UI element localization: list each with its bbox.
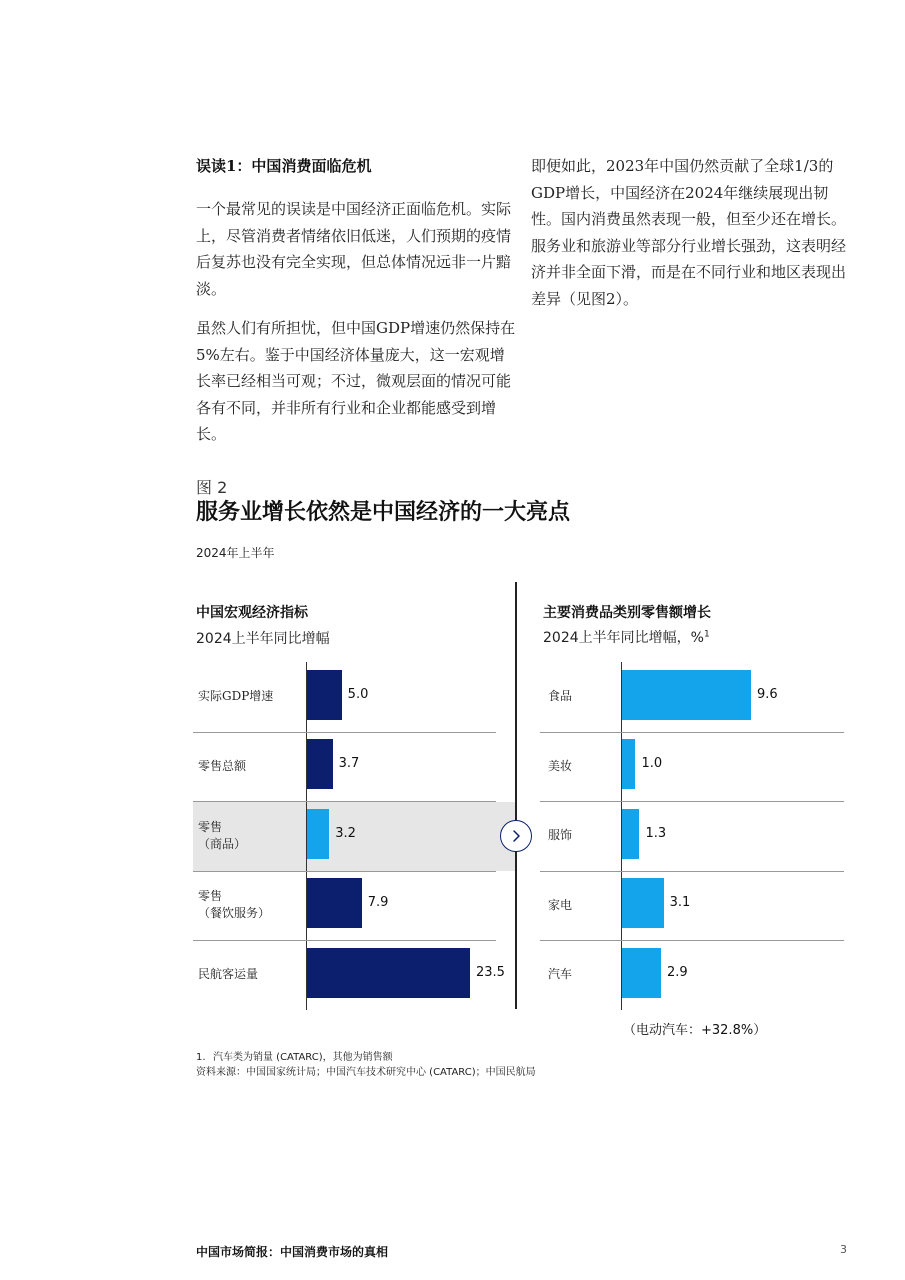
chart-1-row-separator xyxy=(540,801,844,802)
chart-0-category-label: 零售 （餐饮服务） xyxy=(198,889,271,921)
chart-0-category-label: 实际GDP增速 xyxy=(198,689,274,704)
chart-1-category-label: 服饰 xyxy=(548,828,573,843)
footnote-1 xyxy=(196,1050,536,1065)
chart-0-bar xyxy=(307,809,329,859)
chart-0-bar xyxy=(307,878,362,928)
chart-1-value-label: 9.6 xyxy=(757,686,778,702)
figure-title: 服务业增长依然是中国经济的一大亮点 xyxy=(196,499,571,525)
footnote-1-text: 汽车类为销量 (CATARC)，其他为销售额 xyxy=(213,1052,393,1063)
chart-0-row-separator xyxy=(193,871,496,872)
chart-0-category-label: 民航客运量 xyxy=(198,967,259,982)
figure-label: 图 2 xyxy=(196,478,228,497)
chart-0-value-label: 7.9 xyxy=(367,895,389,911)
chart-1-bar xyxy=(622,670,751,720)
panel-divider xyxy=(515,582,517,1009)
chart-1-row-separator xyxy=(540,732,844,733)
chart-0-row-separator xyxy=(193,801,496,802)
right-chart-subtitle xyxy=(543,627,710,647)
footer-title: 中国市场简报：中国消费市场的真相 xyxy=(196,1245,389,1259)
page-number: 3 xyxy=(840,1243,847,1256)
chart-1-row-separator xyxy=(540,940,844,941)
chart-1-category-label: 美妆 xyxy=(548,758,573,773)
paragraph-1: 一个最常见的误读是中国经济正面临危机。实际上，尽管消费者情绪依旧低迷，人们预期的疫情后复苏也没有完全实现，但总体情况远非一片黯淡。 xyxy=(196,200,512,298)
chart-0-bar xyxy=(307,739,333,789)
chart-0-category-label: 零售总额 xyxy=(198,758,247,773)
right-chart-subtitle-text: 2024上半年同比增幅，% xyxy=(543,630,704,646)
figure-period: 2024年上半年 xyxy=(196,546,275,560)
chart-0-row-separator xyxy=(193,940,496,941)
footnote-marker: 1 xyxy=(703,629,710,640)
chart-0-row-separator xyxy=(193,732,496,733)
chart-1-value-label: 3.1 xyxy=(669,895,691,911)
chart-0-value-label: 3.2 xyxy=(335,825,356,841)
chart-0-value-label: 3.7 xyxy=(338,756,360,772)
footnote-number: 1. xyxy=(196,1052,206,1063)
chart-1-category-label: 家电 xyxy=(548,897,573,912)
chart-0-bar xyxy=(307,670,342,720)
section-heading: 误读1：中国消费面临危机 xyxy=(196,157,372,175)
chart-1-category-label: 食品 xyxy=(548,689,573,704)
source-note: 资料来源：中国国家统计局；中国汽车技术研究中心 (CATARC)；中国民航局 xyxy=(196,1067,536,1078)
chart-0-category-label: 零售 （商品） xyxy=(198,819,247,851)
chart-1-bar xyxy=(622,739,635,789)
chart-1-bar xyxy=(622,878,664,928)
chevron-right-icon xyxy=(500,820,532,852)
chart-1-row-separator xyxy=(540,871,844,872)
paragraph-3: 即便如此，2023年中国仍然贡献了全球1/3的GDP增长，中国经济在2024年继续展现出韧性。国内消费虽然表现一般，但至少还在增长。服务业和旅游业等部分行业增长强劲，这表明经济并非全面下滑，而是在不同行业和地区表现出差异（见图2）。 xyxy=(531,157,847,308)
left-chart-title: 中国宏观经济指标 xyxy=(196,605,308,621)
chart-0-value-label: 23.5 xyxy=(476,964,505,980)
chart-1-bar xyxy=(622,809,639,859)
chart-1-category-label: 汽车 xyxy=(548,967,573,982)
paragraph-2: 虽然人们有所担忧，但中国GDP增速仍然保持在5%左右。鉴于中国经济体量庞大，这一宏观增长率已经相当可观；不过，微观层面的情况可能各有不同，并非所有行业和企业都能感受到增长。 xyxy=(196,319,516,443)
chart-1-value-label: 1.0 xyxy=(641,756,663,772)
chart-1-bar xyxy=(622,948,661,998)
chart-0-value-label: 5.0 xyxy=(347,686,369,702)
chart-0-bar xyxy=(307,948,470,998)
left-chart-subtitle: 2024上半年同比增幅 xyxy=(196,631,330,647)
right-chart-title: 主要消费品类别零售额增长 xyxy=(543,605,711,621)
footnotes xyxy=(196,1050,536,1080)
chart-1-value-label: 1.3 xyxy=(645,825,667,841)
ev-note: （电动汽车：+32.8%） xyxy=(623,1023,767,1038)
chart-1-value-label: 2.9 xyxy=(666,964,688,980)
